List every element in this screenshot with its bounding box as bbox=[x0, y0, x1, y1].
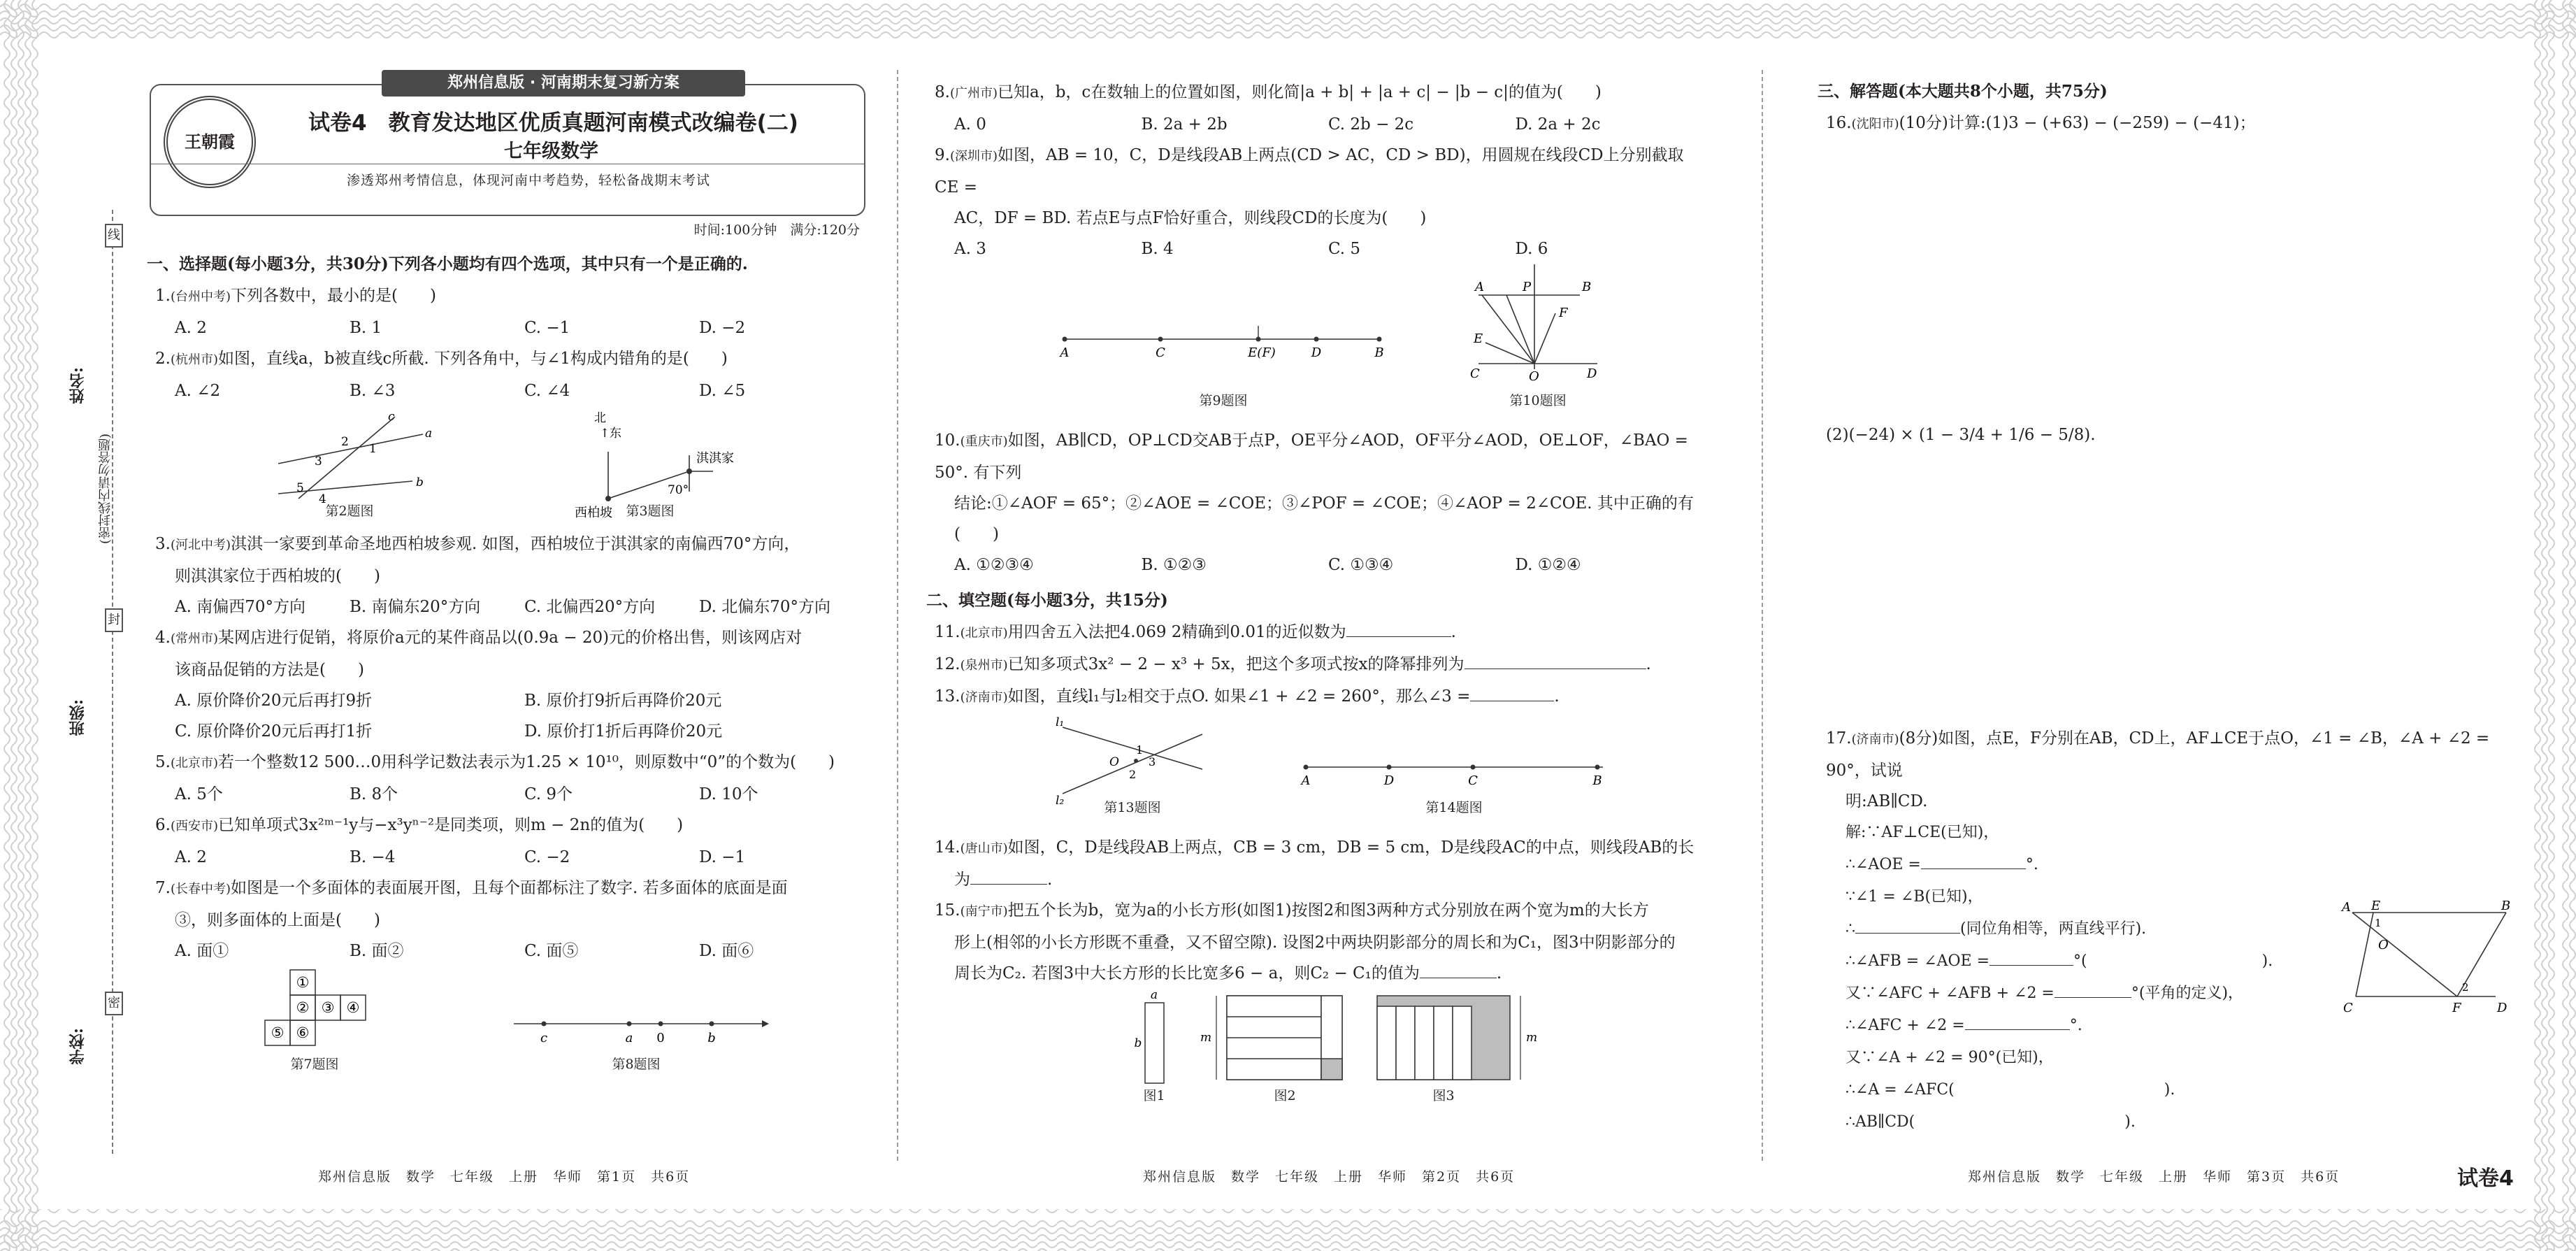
fig14-D: D bbox=[1383, 773, 1395, 788]
figure-13-14-diagram bbox=[926, 713, 1702, 832]
q-text: 如图，AB = 10，C，D是线段AB上两点(CD > AC，CD > BD)，用圆规在线段CD上分别截取CE = bbox=[935, 146, 1684, 196]
question-11 bbox=[926, 617, 1702, 649]
fig14-A: A bbox=[1301, 773, 1311, 788]
option-c: C. 2b − 2c bbox=[1328, 115, 1414, 134]
q-text-cont: AC，DF = BD. 若点E与点F恰好重合，则线段CD的长度为( ) bbox=[954, 209, 1427, 227]
proof-line: ∵∠1 = ∠B(已知)， bbox=[1845, 888, 1983, 906]
option-c: C. 面⑤ bbox=[524, 942, 579, 960]
q-text-cont: ③，则多面体的上面是( ) bbox=[175, 911, 380, 929]
q-text-cont: 该商品促销的方法是( ) bbox=[175, 661, 364, 679]
fig3-qiqi: 淇淇家 bbox=[696, 451, 734, 466]
net-cell-1: ① bbox=[296, 974, 310, 991]
option-d: D. −1 bbox=[699, 848, 746, 866]
proof-end: (同位角相等，两直线平行). bbox=[1960, 920, 2147, 938]
option-d: D. ①②④ bbox=[1515, 556, 1581, 574]
q-num: 1. bbox=[155, 287, 171, 305]
q-tag: (南宁市) bbox=[960, 904, 1008, 919]
q-tag: (北京市) bbox=[960, 626, 1008, 641]
q-text: 已知单项式3x²ᵐ⁻¹y与−x³yⁿ⁻²是同类项，则m − 2n的值为( ) bbox=[218, 816, 684, 834]
q-end: . bbox=[1496, 964, 1502, 982]
proof-line: ∴∠AOE = bbox=[1845, 856, 1921, 873]
paper-label: 试卷4 bbox=[2457, 1166, 2514, 1191]
figure-15-diagram bbox=[926, 989, 1702, 1108]
q-num: 15. bbox=[935, 901, 960, 920]
section-choice: 一、选择题(每小题3分，共30分)下列各小题均有四个选项，其中只有一个是正确的. bbox=[147, 255, 748, 273]
fig15-caption-2: 图2 bbox=[1274, 1088, 1296, 1103]
net-cell-3: ③ bbox=[321, 999, 335, 1016]
figure-17 bbox=[2335, 899, 2517, 1017]
option-b: B. 面② bbox=[350, 942, 404, 960]
proof-end: ). bbox=[2124, 1113, 2136, 1131]
section-solve: 三、解答题(本大题共8个小题，共75分) bbox=[1818, 82, 2108, 101]
net-cell-2: ② bbox=[296, 999, 310, 1016]
figures-9-10 bbox=[926, 264, 1702, 425]
question-16 bbox=[1818, 108, 2524, 140]
option-c: C. −2 bbox=[524, 848, 570, 866]
option-d: D. ∠5 bbox=[699, 382, 746, 400]
fig17-B: B bbox=[2501, 899, 2511, 913]
svg-text:3: 3 bbox=[315, 455, 322, 469]
question-2 bbox=[147, 343, 874, 406]
fig17-1: 1 bbox=[2375, 917, 2382, 929]
proof-end: °. bbox=[2069, 1017, 2082, 1034]
q-text: 已知多项式3x² − 2 − x³ + 5x，把这个多项式按x的降幂排列为 bbox=[1007, 655, 1465, 673]
fig3-north: 北 bbox=[594, 411, 606, 425]
question-8 bbox=[926, 77, 1702, 140]
q-end: . bbox=[1554, 687, 1560, 706]
question-12 bbox=[926, 649, 1702, 681]
question-13 bbox=[926, 681, 1702, 713]
fig9-D: D bbox=[1311, 345, 1322, 360]
q-num: 7. bbox=[155, 879, 171, 897]
q-num: 13. bbox=[935, 687, 960, 706]
figures-7-8 bbox=[147, 966, 874, 1085]
question-7 bbox=[147, 873, 874, 966]
fig14-B: B bbox=[1592, 773, 1602, 788]
q-text: 若一个整数12 500…0用科学记数法表示为1.25 × 10¹⁰，则原数中“0”的个数为( ) bbox=[218, 753, 835, 771]
column-2 bbox=[926, 63, 1702, 1175]
q-num: 6. bbox=[155, 816, 171, 834]
fig10-E: E bbox=[1474, 331, 1483, 346]
q-text: 某网店进行促销，将原价a元的某件商品以(0.9a − 20)元的价格出售，则该网店对 bbox=[218, 629, 803, 647]
answer-blank[interactable] bbox=[2055, 997, 2131, 998]
q-num: 4. bbox=[155, 629, 171, 647]
fig13-caption: 第13题图 bbox=[1104, 800, 1161, 815]
fig7-caption: 第7题图 bbox=[290, 1057, 339, 1072]
svg-text:↑: ↑ bbox=[600, 427, 610, 441]
paper-subtitle: 七年级数学 bbox=[504, 141, 598, 162]
fig15-caption-3: 图3 bbox=[1432, 1088, 1455, 1103]
fig17-D: D bbox=[2497, 1001, 2507, 1015]
q-tag: (深圳市) bbox=[949, 149, 998, 164]
option-c: C. 5 bbox=[1328, 240, 1361, 258]
option-c: C. 原价降价20元后再打1折 bbox=[175, 722, 373, 741]
name-label: 姓名: bbox=[69, 367, 87, 404]
class-label: 班级: bbox=[69, 699, 87, 736]
question-15 bbox=[926, 895, 1702, 989]
q-text: 下列各数中，最小的是( ) bbox=[231, 287, 436, 305]
option-b: B. 2a + 2b bbox=[1141, 115, 1228, 134]
option-b: B. 4 bbox=[1141, 240, 1174, 258]
option-b: B. 1 bbox=[350, 319, 382, 337]
logo-text: 王朝霞 bbox=[185, 131, 235, 152]
q-num: 17. bbox=[1826, 729, 1852, 748]
q-end: . bbox=[1451, 623, 1456, 641]
figure-7-8-diagram bbox=[147, 966, 874, 1057]
answer-blank[interactable] bbox=[1346, 636, 1451, 637]
svg-text:2: 2 bbox=[341, 435, 349, 449]
option-b: B. ∠3 bbox=[350, 382, 396, 400]
paper-slogan: 渗透郑州考情信息，体现河南中考趋势，轻松备战期末考试 bbox=[347, 173, 711, 188]
footer-page-2: 郑州信息版 数学 七年级 上册 华师 第2页 共6页 bbox=[1143, 1169, 1516, 1185]
option-d: D. −2 bbox=[699, 319, 746, 337]
fig10-B: B bbox=[1582, 280, 1592, 294]
q-text-cont: 形上(相邻的小长方形既不重叠，又不留空隙). 设图2中两块阴影部分的周长和为C₁，图3中阴影部分的 bbox=[954, 934, 1676, 952]
paper-title: 试卷4 教育发达地区优质真题河南模式改编卷(二) bbox=[308, 110, 798, 136]
q-text: 如图，直线l₁与l₂相交于点O. 如果∠1 + ∠2 = 260°，那么∠3 = bbox=[1007, 687, 1471, 706]
q-tag: (常州市) bbox=[170, 631, 218, 646]
q-text: 如图，AB∥CD，OP⊥CD交AB于点P，OE平分∠AOD，OF平分∠AOD，OE⊥OF，∠BAO = 50°. 有下列 bbox=[935, 431, 1688, 482]
fig13-1: 1 bbox=[1136, 743, 1144, 757]
option-d: D. 北偏东70°方向 bbox=[699, 598, 831, 616]
net-cell-4: ④ bbox=[346, 999, 360, 1016]
proof-end: °. bbox=[2025, 856, 2038, 873]
axis-c: c bbox=[540, 1031, 548, 1045]
fig15-b: b bbox=[1134, 1036, 1142, 1050]
fig14-caption: 第14题图 bbox=[1425, 800, 1483, 815]
fig15-caption-1: 图1 bbox=[1143, 1088, 1165, 1103]
line-mark: 线 bbox=[105, 224, 123, 248]
answer-space[interactable] bbox=[1818, 140, 2524, 420]
fig2-caption: 第2题图 bbox=[325, 503, 374, 519]
q-num: 9. bbox=[935, 146, 950, 164]
q-num: 3. bbox=[155, 535, 171, 553]
question-9 bbox=[926, 140, 1702, 264]
q-tag: (杭州市) bbox=[170, 352, 218, 367]
proof-end: °(平角的定义)， bbox=[2131, 985, 2244, 1002]
answer-blank[interactable] bbox=[1965, 1029, 2070, 1030]
q-end: . bbox=[1646, 655, 1651, 673]
question-4 bbox=[147, 622, 874, 747]
fig17-C: C bbox=[2343, 1001, 2353, 1015]
svg-text:5: 5 bbox=[296, 481, 304, 495]
option-a: A. 0 bbox=[954, 115, 986, 134]
option-a: A. 3 bbox=[954, 240, 986, 258]
q-text: 如图，直线a，b被直线c所截. 下列各角中，与∠1构成内错角的是( ) bbox=[218, 350, 728, 368]
axis-a: a bbox=[625, 1031, 633, 1045]
q-text-cont: 为 bbox=[954, 871, 970, 889]
q-tag: (泉州市) bbox=[960, 658, 1008, 673]
option-a: A. ①②③④ bbox=[954, 556, 1034, 574]
school-label: 学校: bbox=[69, 1028, 87, 1065]
q-tag: (重庆市) bbox=[960, 434, 1008, 449]
proof: 解:∵AF⊥CE(已知)， ∴∠AOE = °. ∵∠1 = ∠B(已知)， ∴ (同位角相等，两直线平行). ∴∠AFB = ∠AOE = °( ). 又∵∠AFC + ∠AFB + ∠2 = °(平角的定义)， ∴∠AFC + ∠2 = °. 又∵∠A + ∠2 = 90°(已知)， ∴∠A = ∠AFC( ). ∴AB∥CD( ). bbox=[1818, 817, 2524, 1138]
footer-page-3: 郑州信息版 数学 七年级 上册 华师 第3页 共6页 bbox=[1968, 1169, 2340, 1185]
column-divider bbox=[897, 70, 898, 1161]
q-text-cont: 结论:①∠AOF = 65°；②∠AOE = ∠COE；③∠POF = ∠COE；④∠AOP = 2∠COE. 其中正确的有( ) bbox=[954, 494, 1694, 543]
header-banner: 郑州信息版 · 河南期末复习新方案 bbox=[382, 70, 745, 96]
q-tag: (广州市) bbox=[949, 86, 998, 101]
svg-text:c: c bbox=[388, 410, 395, 424]
net-cell-5: ⑤ bbox=[271, 1024, 285, 1041]
option-c: C. 北偏西20°方向 bbox=[524, 598, 656, 616]
q-num: 10. bbox=[935, 431, 960, 450]
fig15-a: a bbox=[1150, 989, 1158, 1002]
q-num: 11. bbox=[935, 623, 960, 641]
section-fill: 二、填空题(每小题3分，共15分) bbox=[926, 591, 1168, 610]
q-text: 把五个长为b，宽为a的小长方形(如图1)按图2和图3两种方式分别放在两个宽为m的大长方 bbox=[1007, 901, 1649, 920]
figure-2-3-diagram bbox=[147, 406, 874, 529]
q-num: 12. bbox=[935, 655, 960, 673]
q-tag: (台州中考) bbox=[170, 289, 231, 304]
proof-end: ). bbox=[2164, 1081, 2175, 1099]
answer-blank[interactable] bbox=[1855, 933, 1960, 934]
option-a: A. 5个 bbox=[175, 785, 223, 803]
fig17-O: O bbox=[2378, 938, 2389, 952]
fig13-2: 2 bbox=[1129, 768, 1137, 781]
fig10-A: A bbox=[1475, 280, 1484, 294]
figures-2-3 bbox=[147, 406, 874, 529]
option-a: A. ∠2 bbox=[175, 382, 221, 400]
proof-line: 解:∵AF⊥CE(已知)， bbox=[1845, 824, 1999, 841]
option-d: D. 面⑥ bbox=[699, 942, 754, 960]
option-a: A. 南偏西70°方向 bbox=[175, 598, 305, 616]
seal-note: (密封线内请勿答题) bbox=[98, 434, 113, 545]
fig14-C: C bbox=[1468, 773, 1478, 788]
option-a: A. 面① bbox=[175, 942, 229, 960]
proof-end: °( bbox=[2073, 952, 2087, 970]
q-tag: (唐山市) bbox=[960, 841, 1008, 856]
fig13-l1: l₁ bbox=[1056, 715, 1065, 729]
question-6 bbox=[147, 810, 874, 873]
fig8-caption: 第8题图 bbox=[612, 1057, 661, 1072]
column-divider bbox=[1762, 70, 1763, 1161]
fig10-caption: 第10题图 bbox=[1509, 393, 1567, 408]
option-a: A. 2 bbox=[175, 848, 207, 866]
q-tag: (济南市) bbox=[960, 690, 1008, 705]
fig9-A: A bbox=[1060, 345, 1070, 360]
answer-space[interactable] bbox=[1818, 450, 2524, 723]
option-b: B. ①②③ bbox=[1141, 556, 1207, 574]
question-1 bbox=[147, 280, 874, 343]
question-14 bbox=[926, 832, 1702, 895]
fig3-angle: 70° bbox=[668, 483, 689, 497]
answer-blank[interactable] bbox=[1989, 965, 2073, 966]
question-3 bbox=[147, 529, 874, 622]
option-d: D. 10个 bbox=[699, 785, 758, 803]
q-text-cont: 周长为C₂. 若图3中大长方形的长比宽多6 − a，则C₂ − C₁的值为 bbox=[954, 964, 1420, 982]
q-end: . bbox=[1047, 871, 1053, 889]
q-num: 5. bbox=[155, 753, 171, 771]
logo-seal bbox=[164, 96, 256, 188]
answer-blank[interactable] bbox=[1921, 868, 2026, 869]
q-tag: (济南市) bbox=[1851, 732, 1899, 747]
time-info: 时间:100分钟 满分:120分 bbox=[693, 222, 860, 238]
net-cell-6: ⑥ bbox=[296, 1024, 310, 1041]
question-10 bbox=[926, 425, 1702, 580]
proof-line: ∴AB∥CD( bbox=[1845, 1113, 1915, 1131]
option-b: B. 8个 bbox=[350, 785, 398, 803]
fig15-m-2: m bbox=[1200, 1031, 1212, 1045]
fig17-2: 2 bbox=[2462, 981, 2469, 994]
question-5 bbox=[147, 747, 874, 810]
fig15-m-3: m bbox=[1525, 1031, 1538, 1045]
option-b: B. 南偏东20°方向 bbox=[350, 598, 481, 616]
option-c: C. ①③④ bbox=[1328, 556, 1394, 574]
fig10-F: F bbox=[1559, 306, 1568, 320]
option-a: A. 2 bbox=[175, 319, 207, 337]
fig10-C: C bbox=[1470, 366, 1480, 381]
option-b: B. 原价打9折后再降价20元 bbox=[524, 692, 722, 710]
q-text: 淇淇一家要到革命圣地西柏坡参观. 如图，西柏坡位于淇淇家的南偏西70°方向， bbox=[231, 535, 800, 553]
seal-mark: 封 bbox=[105, 608, 123, 632]
figure-9-10-diagram bbox=[926, 264, 1702, 425]
q-num: 8. bbox=[935, 83, 950, 101]
fig13-O: O bbox=[1109, 755, 1119, 769]
svg-text:1: 1 bbox=[369, 442, 377, 456]
option-d: D. 6 bbox=[1515, 240, 1548, 258]
footer-page-1: 郑州信息版 数学 七年级 上册 华师 第1页 共6页 bbox=[318, 1169, 691, 1185]
proof-line: ∴∠AFB = ∠AOE = bbox=[1845, 952, 1990, 970]
option-c: C. 9个 bbox=[524, 785, 573, 803]
fig17-A: A bbox=[2342, 900, 2351, 915]
option-d: D. 原价打1折后再降价20元 bbox=[524, 722, 723, 741]
fig10-P: P bbox=[1523, 280, 1532, 294]
proof-line: ∴ bbox=[1845, 920, 1855, 938]
figure-15 bbox=[926, 989, 1702, 1108]
fig13-3: 3 bbox=[1149, 755, 1156, 769]
fig13-l2: l₂ bbox=[1056, 794, 1065, 808]
svg-text:b: b bbox=[416, 476, 424, 489]
svg-text:a: a bbox=[425, 427, 433, 441]
question-16-part2: (2)(−24) × (1 − 3/4 + 1/6 − 5/8). bbox=[1826, 426, 2096, 444]
fig10-O: O bbox=[1529, 369, 1539, 384]
axis-b: b bbox=[707, 1031, 716, 1045]
q-tag: (西安市) bbox=[170, 819, 218, 834]
option-a: A. 原价降价20元后再打9折 bbox=[175, 692, 373, 710]
proof-line: ∴∠A = ∠AFC( bbox=[1845, 1081, 1955, 1099]
q-num: 2. bbox=[155, 350, 171, 368]
fig17-F: F bbox=[2452, 1001, 2461, 1015]
q-text: 如图，C，D是线段AB上两点，CB = 3 cm，DB = 5 cm，D是线段AC的中点，则线段AB的长 bbox=[1007, 838, 1694, 857]
q-text-cont: 则淇淇家位于西柏坡的( ) bbox=[175, 567, 380, 585]
q-tag: (北京市) bbox=[170, 756, 218, 771]
q-num: 14. bbox=[935, 838, 960, 857]
fig17-E: E bbox=[2371, 899, 2381, 913]
q-tag: (长春中考) bbox=[170, 882, 231, 896]
fig9-EF: E(F) bbox=[1248, 345, 1276, 360]
mi-mark: 密 bbox=[105, 992, 123, 1015]
svg-text:4: 4 bbox=[319, 492, 326, 506]
option-c: C. −1 bbox=[524, 319, 570, 337]
q-text: (10分)计算:(1)3 − (+63) − (−259) − (−41)； bbox=[1899, 114, 2256, 132]
proof-line: 又∵∠AFC + ∠AFB + ∠2 = bbox=[1845, 985, 2055, 1002]
fig3-xibaipo: 西柏坡 bbox=[575, 506, 612, 520]
q-text: (8分)如图，点E，F分别在AB，CD上，AF⊥CE于点O，∠1 = ∠B，∠A + ∠2 = 90°，试说 bbox=[1826, 729, 2490, 780]
fig9-caption: 第9题图 bbox=[1199, 393, 1248, 408]
fig10-D: D bbox=[1587, 366, 1597, 381]
fig3-caption: 第3题图 bbox=[626, 503, 675, 519]
option-d: D. 2a + 2c bbox=[1515, 115, 1601, 134]
proof-line: ∴∠AFC + ∠2 = bbox=[1845, 1017, 1965, 1034]
q-tag: (河北中考) bbox=[170, 538, 231, 552]
answer-blank[interactable] bbox=[970, 884, 1047, 885]
figures-13-14 bbox=[926, 713, 1702, 832]
q-text-cont: 明:AB∥CD. bbox=[1845, 792, 1928, 810]
fig9-B: B bbox=[1374, 345, 1384, 360]
fig3-east: 东 bbox=[610, 427, 621, 441]
q-text: 如图是一个多面体的表面展开图，且每个面都标注了数字. 若多面体的底面是面 bbox=[231, 879, 788, 897]
option-b: B. −4 bbox=[350, 848, 396, 866]
q-num: 16. bbox=[1826, 114, 1852, 132]
header-box bbox=[150, 74, 865, 216]
proof-line: 又∵∠A + ∠2 = 90°(已知)， bbox=[1845, 1049, 2054, 1066]
fig9-C: C bbox=[1156, 345, 1165, 360]
column-1 bbox=[147, 63, 874, 1175]
option-c: C. ∠4 bbox=[524, 382, 570, 400]
q-text: 用四舍五入法把4.069 2精确到0.01的近似数为 bbox=[1007, 623, 1346, 641]
q-tag: (沈阳市) bbox=[1851, 117, 1899, 131]
axis-0: 0 bbox=[656, 1031, 665, 1045]
q-text: 已知a，b，c在数轴上的位置如图，则化简|a + b| + |a + c| − |b − c|的值为( ) bbox=[998, 83, 1602, 101]
